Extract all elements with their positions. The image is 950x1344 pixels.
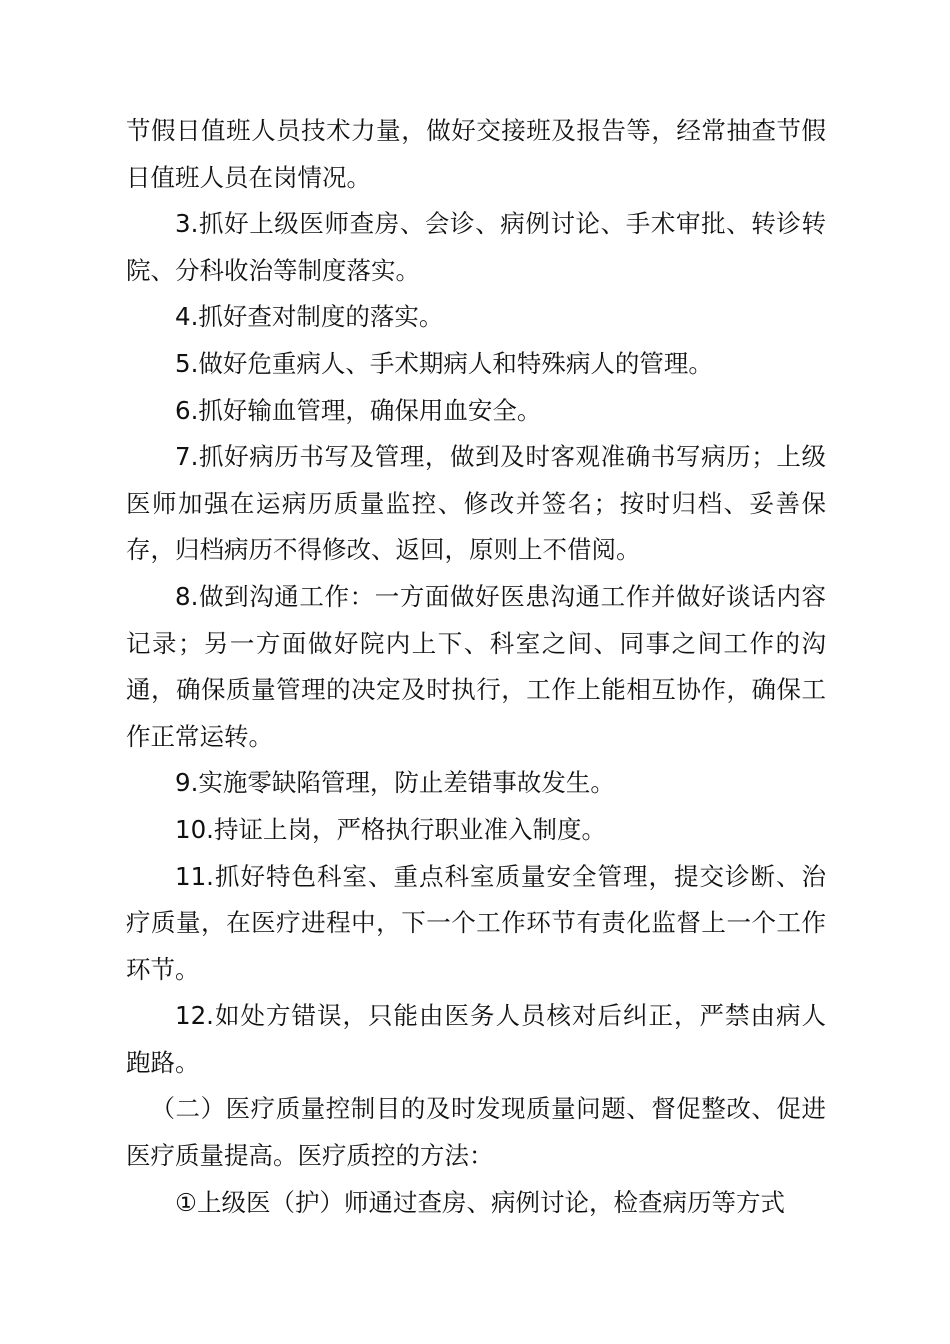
paragraph-item-3: 3.抓好上级医师查房、会诊、病例讨论、手术审批、转诊转院、分科收治等制度落实。	[126, 209, 826, 285]
paragraph-continuation: 节假日值班人员技术力量，做好交接班及报告等，经常抽查节假日值班人员在岗情况。	[126, 116, 826, 192]
paragraph-item-7: 7.抓好病历书写及管理，做到及时客观准确书写病历；上级医师加强在运病历质量监控、修改并签名；按时归档、妥善保存，归档病历不得修改、返回，原则上不借阅。	[126, 442, 826, 565]
document-body	[126, 108, 826, 1226]
section-heading-2: （二）医疗质量控制目的及时发现质量问题、督促整改、促进医疗质量提高。医疗质控的方法：	[126, 1094, 826, 1171]
paragraph-item-8: 8.做到沟通工作：一方面做好医患沟通工作并做好谈话内容记录；另一方面做好院内上下、科室之间、同事之间工作的沟通，确保质量管理的决定及时执行，工作上能相互协作，确保工作正常运转。	[126, 581, 826, 751]
paragraph-item-10: 10.持证上岗，严格执行职业准入制度。	[175, 814, 606, 844]
paragraph-item-6: 6.抓好输血管理，确保用血安全。	[175, 395, 542, 425]
paragraph-item-11: 11.抓好特色科室、重点科室质量安全管理，提交诊断、治疗质量，在医疗进程中，下一个工作环节有责化监督上一个工作环节。	[126, 861, 826, 984]
paragraph-item-5: 5.做好危重病人、手术期病人和特殊病人的管理。	[175, 348, 713, 378]
paragraph-item-9: 9.实施零缺陷管理，防止差错事故发生。	[175, 768, 615, 798]
paragraph-item-12: 12.如处方错误，只能由医务人员核对后纠正，严禁由病人跑路。	[126, 1001, 826, 1077]
paragraph-method-1: ①上级医（护）师通过查房、病例讨论，检查病历等方式	[175, 1187, 785, 1217]
paragraph-item-4: 4.抓好查对制度的落实。	[175, 302, 444, 332]
